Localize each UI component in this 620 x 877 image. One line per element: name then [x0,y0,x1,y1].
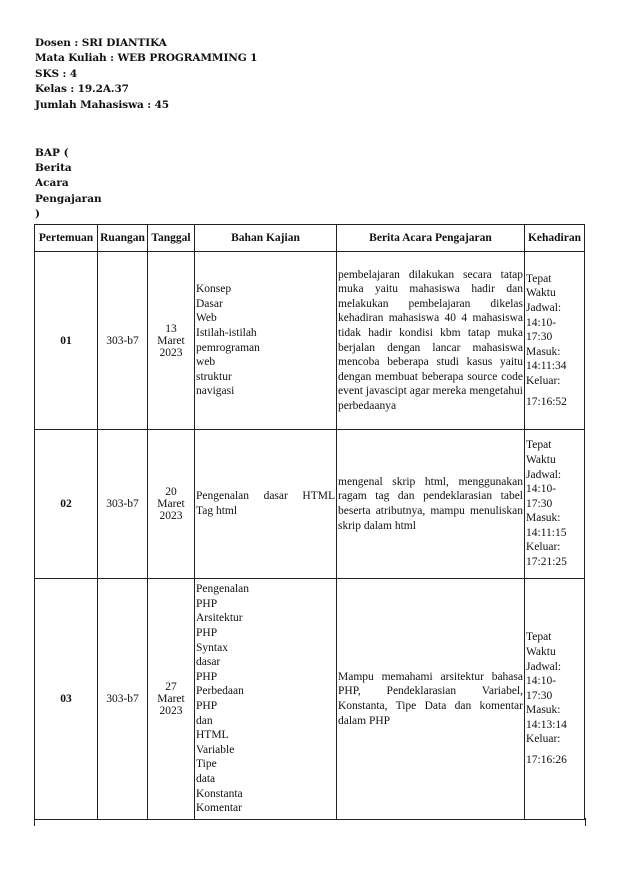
bap-title-line: BAP ( [35,147,69,159]
bap-title-line: Berita [35,162,72,175]
kehadiran-line: Waktu [526,645,556,658]
bahan-line: Pengenalan dasar HTML [196,490,335,503]
kehadiran-line: Waktu [526,453,556,466]
kehadiran-line: Masuk: [526,345,561,358]
tanggal-cell [148,252,195,430]
bahan-kajian-cell [195,430,337,579]
kehadiran-cell [525,252,585,430]
tanggal-month: Maret [157,693,185,705]
bahan-line: pemrograman [196,341,260,354]
header-bahan-kajian: Bahan Kajian [195,225,337,252]
bahan-line: Variable [196,743,235,756]
bahan-line: Konsep [196,283,232,296]
bahan-line: Konstanta [196,787,243,800]
bap-table [34,224,585,820]
table-header-row [35,225,585,252]
tanggal-day: 20 [165,486,177,498]
sks-line: SKS : 4 [35,67,78,80]
kehadiran-cell [525,579,585,820]
bahan-line: struktur [196,370,232,383]
kehadiran-line: Jadwal: [526,468,562,481]
header-pertemuan: Pertemuan [35,225,98,252]
header-tanggal: Tanggal [148,225,195,252]
kehadiran-line: Masuk: [526,704,561,717]
kehadiran-line: 17:30 [526,331,553,344]
bahan-line: Tag html [196,505,238,517]
bahan-line: Tipe [196,758,217,771]
bahan-line: Perbedaan [196,685,244,698]
bahan-line: Web [196,312,217,325]
bahan-line: navigasi [196,385,235,398]
bap-title [35,146,101,222]
ruangan-cell: 303-b7 [98,430,148,579]
kehadiran-line: 14:10- [526,316,557,329]
kehadiran-line: 17:30 [526,497,553,510]
tanggal-month: Maret [157,498,185,510]
tanggal-year: 2023 [159,510,183,522]
bahan-line: Pengenalan [196,583,250,596]
header-kehadiran: Kehadiran [525,225,585,252]
dosen-line: Dosen : SRI DIANTIKA [35,37,167,49]
bahan-line: Istilah-istilah [196,326,257,339]
bahan-line: PHP [196,670,218,683]
bahan-line: Syntax [196,641,228,654]
tanggal-year: 2023 [159,346,183,359]
bahan-kajian-cell [195,252,337,430]
table-continuation [34,818,586,826]
kehadiran-line: 17:16:26 [526,754,567,767]
pertemuan-cell: 03 [35,579,98,820]
bap-title-line: Acara [35,177,69,190]
kehadiran-line: 17:21:25 [526,556,567,569]
ruangan-cell: 303-b7 [98,252,148,430]
kehadiran-line: 14:10- [526,483,557,496]
tanggal-day: 13 [165,322,177,335]
kehadiran-line: Keluar: [526,733,561,746]
ruangan-cell: 303-b7 [98,579,148,820]
kelas-line: Kelas : 19.2A.37 [35,83,129,96]
kehadiran-line: 17:16:52 [526,395,567,408]
kehadiran-line: Waktu [526,287,556,300]
bap-title-line: ) [35,207,40,220]
mata-kuliah-line: Mata Kuliah : WEB PROGRAMMING 1 [35,52,258,65]
bahan-line: Komentar [196,802,242,815]
kehadiran-line: Tepat [526,272,552,285]
bahan-line: Dasar [196,297,223,310]
course-info [35,36,257,113]
tanggal-year: 2023 [159,705,183,717]
table-row [35,430,585,579]
pertemuan-cell: 02 [35,430,98,579]
bahan-kajian-cell [195,579,337,820]
berita-acara-cell: mengenal skrip html, menggunakan ragam tag dan pendeklarasian tabel beserta atributnya, mampu menuliskan skrip dalam html [337,430,525,579]
bahan-line: dan [196,714,213,727]
tanggal-day: 27 [165,681,177,693]
kehadiran-line: Keluar: [526,541,561,554]
bahan-line: Arsitektur [196,612,243,625]
table-row [35,579,585,820]
pertemuan-cell: 01 [35,252,98,430]
bap-title-line: Pengajaran [35,192,102,205]
bahan-line: web [196,356,216,369]
bahan-line: data [196,772,216,785]
berita-acara-cell: Mampu memahami arsitektur bahasa PHP, Pendeklarasian Variabel, Konstanta, Tipe Data dan komentar dalam PHP [337,579,525,820]
kehadiran-line: Tepat [526,631,552,644]
jumlah-mahasiswa-line: Jumlah Mahasiswa : 45 [35,98,170,111]
tanggal-cell [148,579,195,820]
kehadiran-line: 14:10- [526,675,557,688]
bahan-line: PHP [196,700,218,712]
tanggal-month: Maret [157,334,185,347]
kehadiran-line: Tepat [526,439,552,452]
header-ruangan: Ruangan [98,225,148,252]
bahan-line: PHP [196,627,218,640]
kehadiran-line: Jadwal: [526,302,562,315]
kehadiran-cell [525,430,585,579]
bahan-line: HTML [196,729,229,742]
bahan-line: dasar [196,656,221,669]
bahan-line: PHP [196,597,218,610]
berita-acara-cell: pembelajaran dilakukan secara tatap muka yaitu mahasiswa hadir dan melakukan pembelajaran dikelas kehadiran mahasiswa 40 4 mahasiswa tidak hadir kondisi kbm tatap muka berjalan dengan lancar mahasiswa mencoba beberapa studi kasus yaitu dengan membuat beberapa source code event javascipt agar mereka mengetahui perbedaanya [337,252,525,430]
table-row [35,252,585,430]
header-berita-acara: Berita Acara Pengajaran [337,225,525,252]
kehadiran-line: Masuk: [526,512,561,525]
kehadiran-line: 14:13:14 [526,718,567,731]
kehadiran-line: Keluar: [526,374,561,387]
kehadiran-line: 14:11:15 [526,526,567,539]
kehadiran-line: 14:11:34 [526,360,567,373]
kehadiran-line: Jadwal: [526,660,562,673]
tanggal-cell [148,430,195,579]
kehadiran-line: 17:30 [526,689,553,702]
